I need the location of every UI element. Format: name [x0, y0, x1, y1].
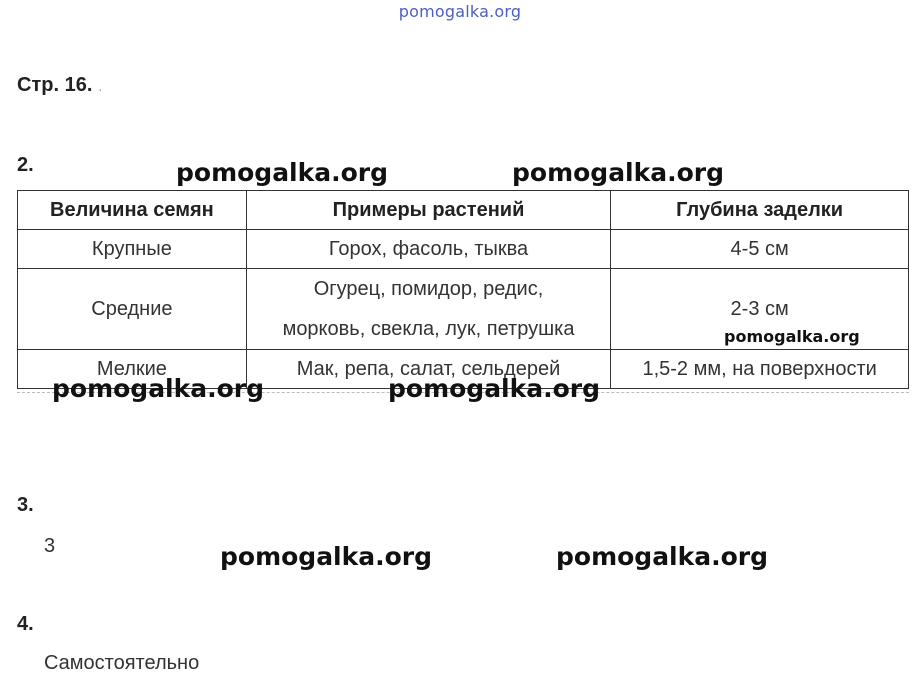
watermark-top: pomogalka.org: [398, 2, 522, 21]
cell-plant-examples: [246, 269, 611, 350]
cell-plant-examples: Мак, репа, салат, сельдерей: [246, 350, 611, 389]
cell-seed-size: Средние: [18, 269, 247, 350]
table-row: [18, 230, 909, 269]
cell-plant-examples: Горох, фасоль, тыква: [246, 230, 611, 269]
seed-depth-table: [17, 190, 909, 389]
cell-plant-examples-line-1: Огурец, помидор, редис,: [313, 278, 544, 300]
header-seed-size: Величина семян: [18, 191, 247, 230]
header-planting-depth: Глубина заделки: [611, 191, 909, 230]
page-title-marker: .: [98, 78, 103, 94]
table-header-row: [18, 191, 909, 230]
watermark: pomogalka.org: [556, 542, 769, 571]
cell-seed-size: Мелкие: [18, 350, 247, 389]
watermark: pomogalka.org: [52, 374, 265, 403]
cell-planting-depth: 4-5 см: [611, 230, 909, 269]
watermark: pomogalka.org: [388, 374, 601, 403]
header-plant-examples: Примеры растений: [246, 191, 611, 230]
task4-answer: Самостоятельно: [44, 652, 200, 674]
watermark: pomogalka.org: [512, 158, 725, 187]
watermark: pomogalka.org: [220, 542, 433, 571]
cell-seed-size: Крупные: [18, 230, 247, 269]
watermark: pomogalka.org: [176, 158, 389, 187]
page-title: [17, 74, 102, 97]
cell-plant-examples-line-2: морковь, свекла, лук, петрушка: [282, 318, 575, 340]
task4-number: 4.: [17, 613, 34, 635]
task3-number: 3.: [17, 494, 34, 516]
page-title-text: Стр. 16.: [17, 74, 93, 96]
task3-answer: 3: [44, 535, 56, 557]
cell-planting-depth: 1,5-2 мм, на поверхности: [611, 350, 909, 389]
task2-number: 2.: [17, 154, 34, 176]
cell-planting-depth: 2-3 см: [611, 269, 909, 350]
watermark: pomogalka.org: [724, 327, 860, 346]
